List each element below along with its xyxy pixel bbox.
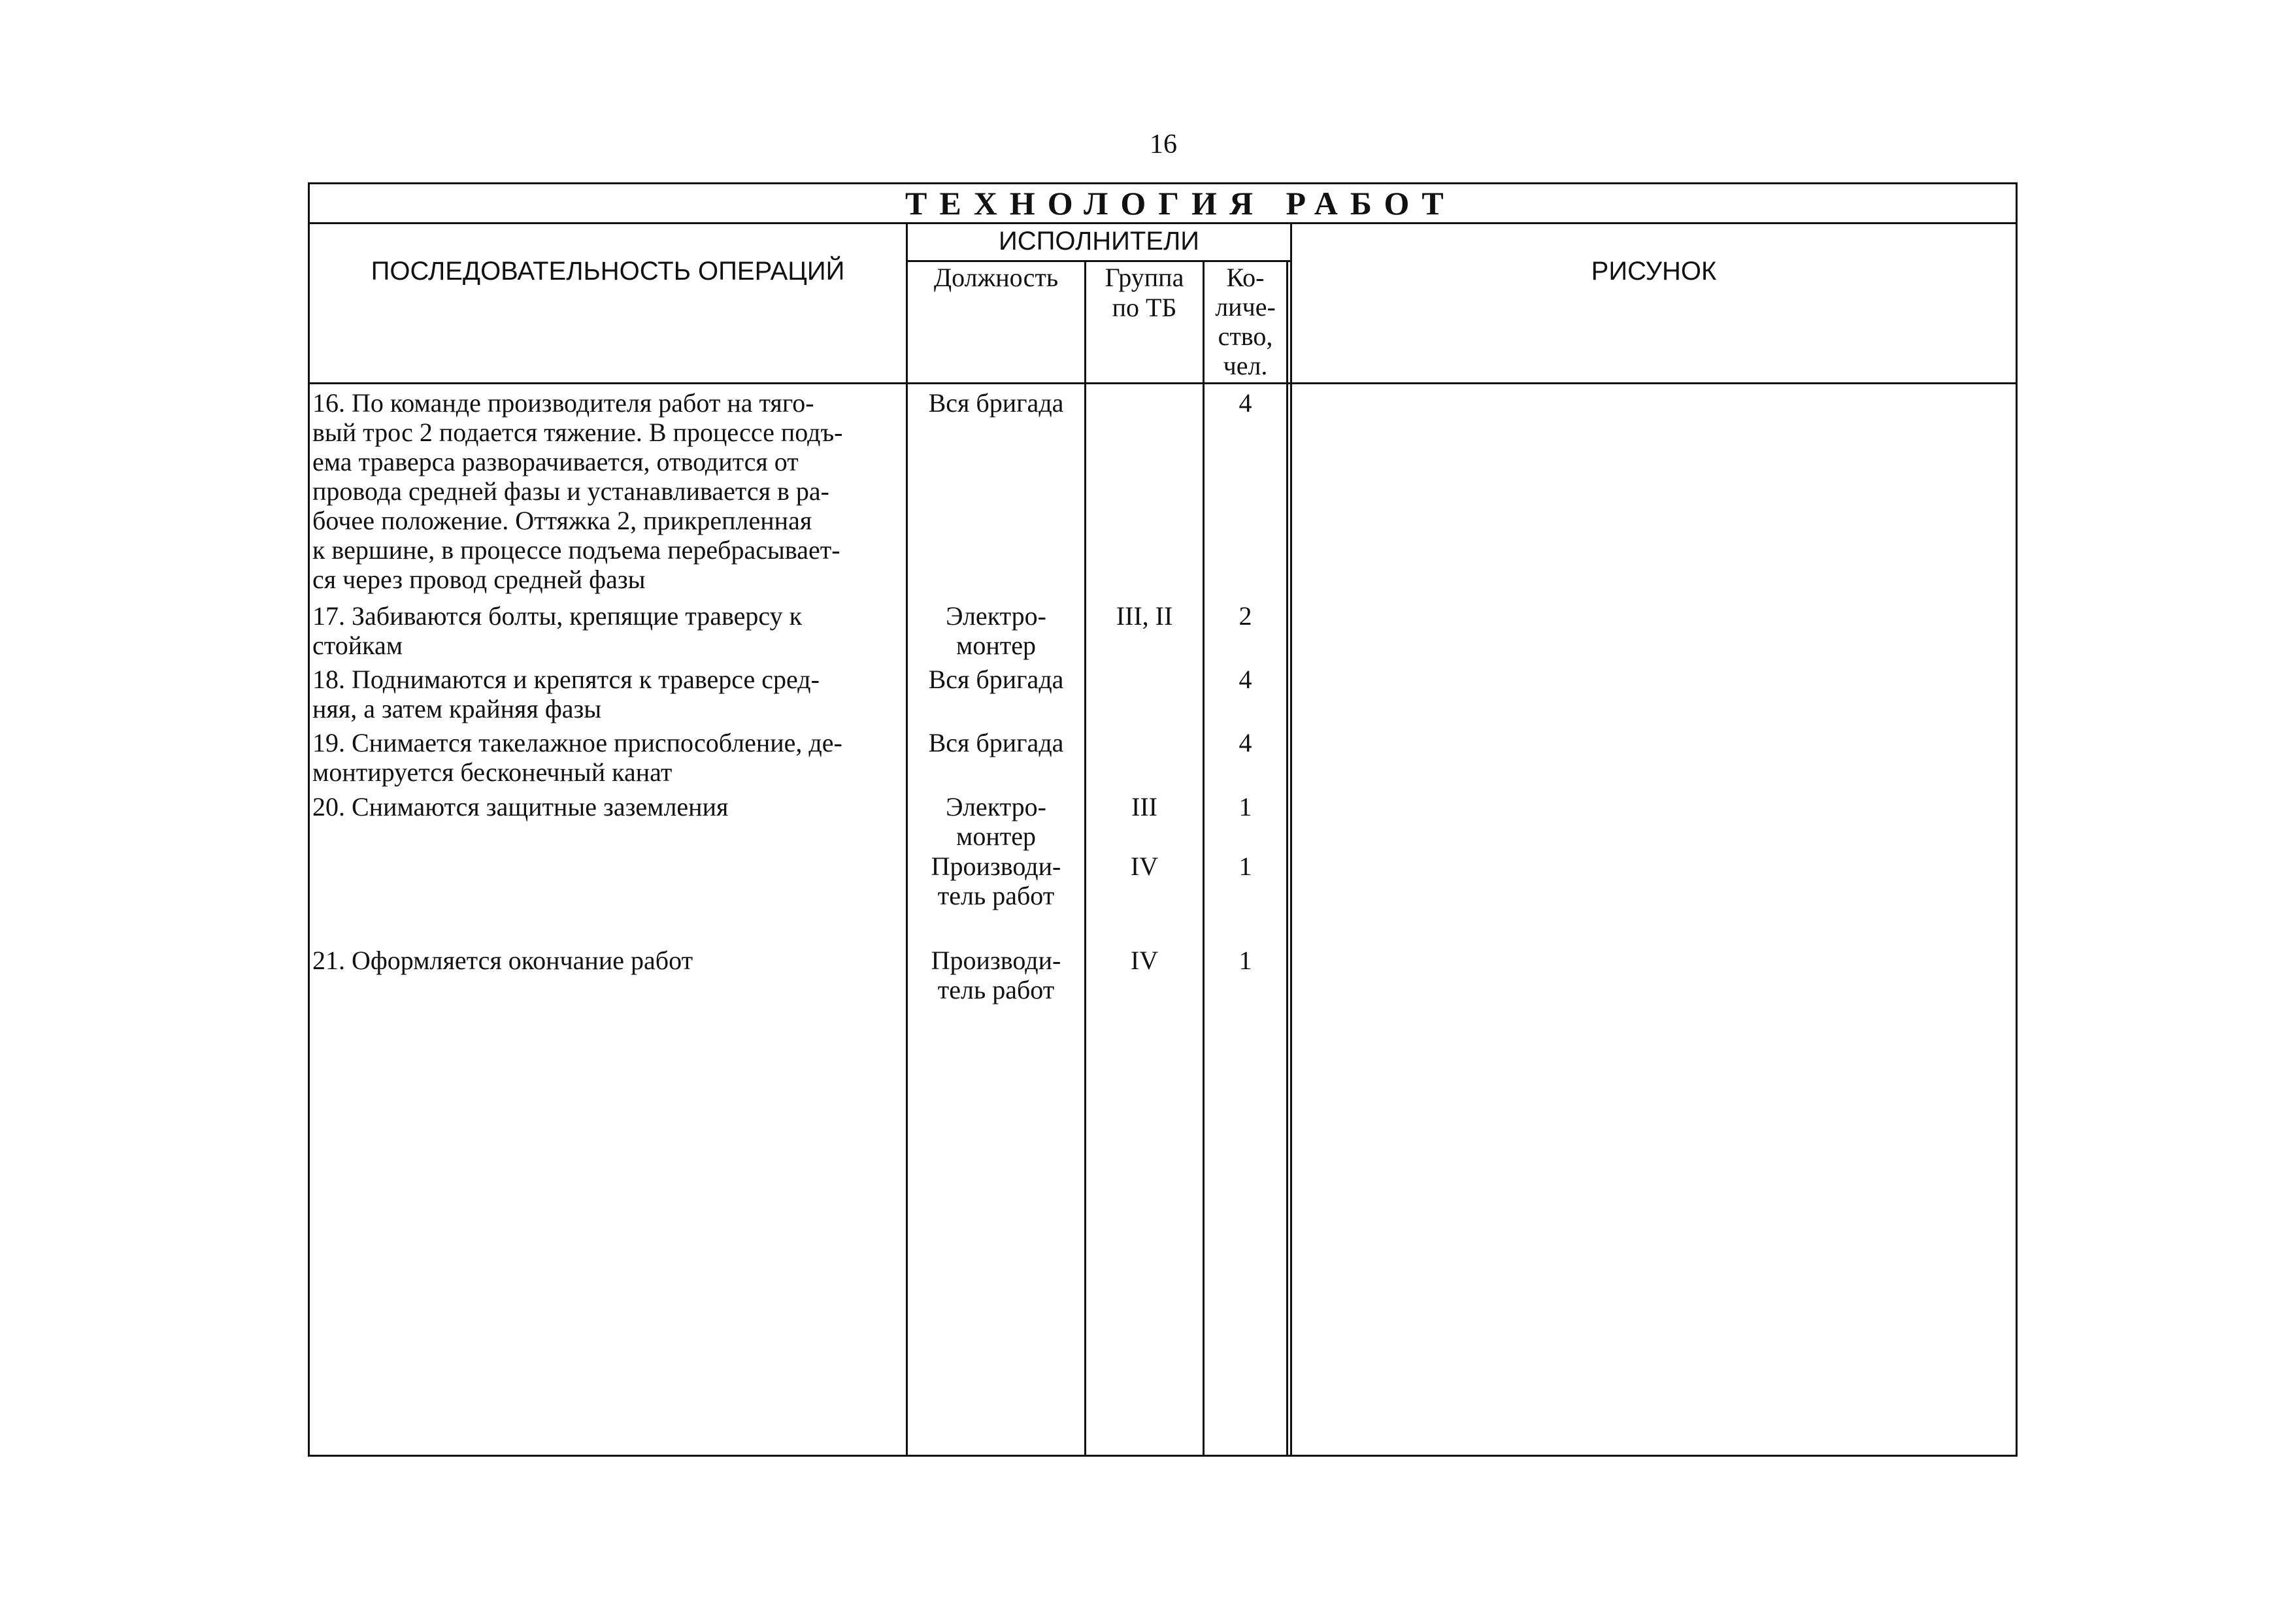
count-cell: 1: [1238, 852, 1252, 881]
figure-column-divider: [1290, 222, 1292, 1457]
count-cell: 1: [1238, 946, 1252, 975]
group-cell: IV: [1130, 946, 1159, 975]
page-number: 16: [1150, 129, 1177, 159]
operation-cell: 21. Оформляется окончание работ: [312, 946, 693, 975]
position-cell: Вся бригада: [928, 388, 1064, 418]
performers-header: ИСПОЛНИТЕЛИ: [998, 227, 1200, 256]
operation-cell: 16. По команде производителя работ на тяго- вый трос 2 подается тяжение. В процессе подъ- ема траверса разворачивается, отводится от провода средней фазы и устанавливается в ра- бочее положение. Оттяжка 2, прикрепленная к вершине, в процессе подъема перебрасывает- ся через провод средней фазы: [312, 388, 843, 594]
group-cell: III: [1131, 792, 1157, 821]
operation-cell: 20. Снимаются защитные заземления: [312, 792, 729, 821]
table-right-border: [2016, 182, 2018, 1457]
count-cell: 4: [1238, 388, 1252, 418]
position-header: Должность: [933, 263, 1059, 292]
count-column-divider: [1286, 260, 1288, 1457]
group-cell: IV: [1130, 852, 1159, 881]
performers-divider: [906, 260, 1292, 262]
operation-cell: 17. Забиваются болты, крепящие траверсу к стойкам: [312, 601, 803, 660]
title-divider: [308, 222, 2018, 224]
header-bottom-border: [308, 382, 2018, 384]
count-cell: 1: [1238, 792, 1252, 821]
count-cell: 2: [1238, 601, 1252, 631]
position-cell: Вся бригада: [928, 665, 1064, 694]
table-title: ТЕХНОЛОГИЯ РАБОТ: [905, 185, 1456, 222]
group-cell: III, II: [1116, 601, 1173, 631]
position-cell: Электро- монтер: [946, 792, 1046, 851]
position-cell: Производи- тель работ: [931, 852, 1061, 910]
position-cell: Вся бригада: [928, 728, 1064, 757]
figure-header: РИСУНОК: [1591, 257, 1717, 286]
operation-cell: 19. Снимается такелажное приспособление, де- монтируется бесконечный канат: [312, 728, 842, 787]
position-cell: Электро- монтер: [946, 601, 1046, 660]
count-cell: 4: [1238, 728, 1252, 757]
operation-cell: 18. Поднимаются и крепятся к траверсе сред- няя, а затем крайняя фазы: [312, 665, 820, 723]
count-header: Ко- личе- ство, чел.: [1215, 263, 1276, 380]
position-cell: Производи- тель работ: [931, 946, 1061, 1004]
operations-header: ПОСЛЕДОВАТЕЛЬНОСТЬ ОПЕРАЦИЙ: [371, 257, 845, 286]
table-bottom-border: [308, 1455, 2018, 1457]
group-header: Группа по ТБ: [1105, 263, 1184, 322]
table-left-border: [308, 182, 310, 1457]
count-cell: 4: [1238, 665, 1252, 694]
